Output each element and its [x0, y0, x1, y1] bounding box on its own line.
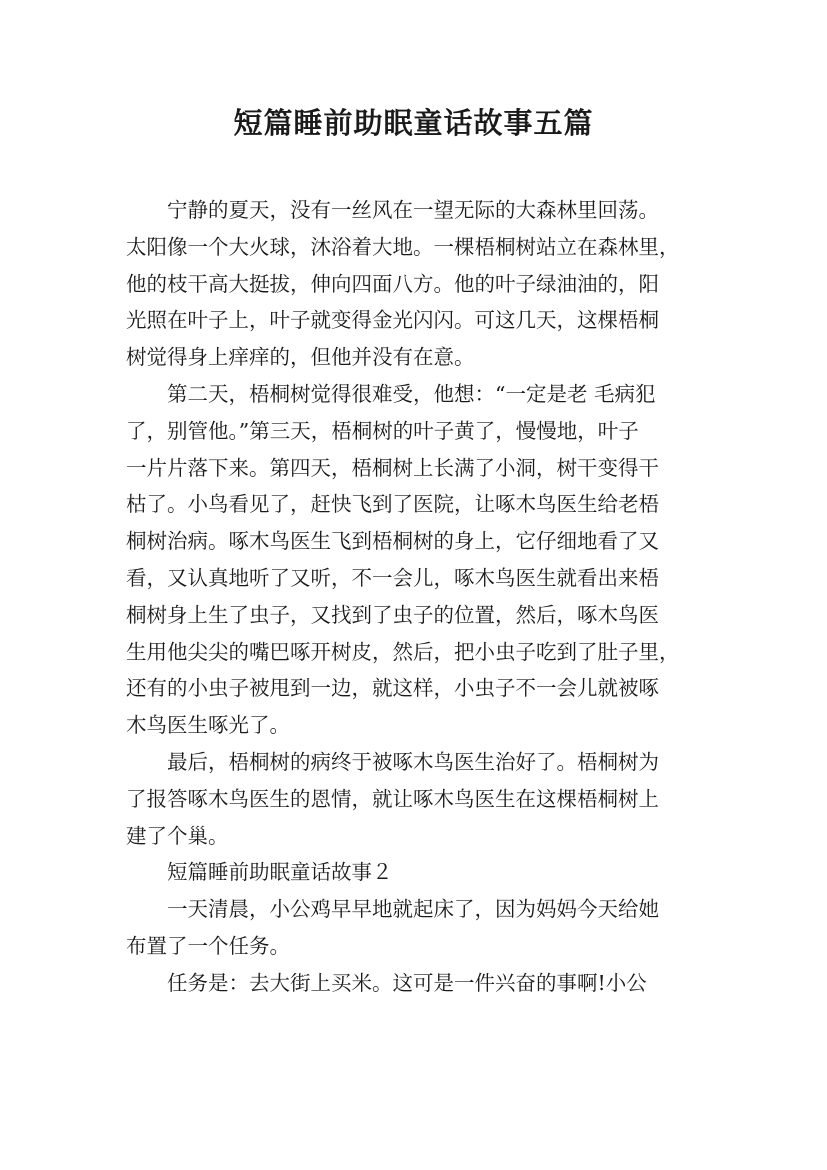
- text-line: 他的枝干高大挺拔，伸向四面八方。他的叶子绿油油的，阳: [126, 271, 659, 296]
- text-line: 一天清晨，小公鸡早早地就起床了，因为妈妈今天给她: [126, 897, 659, 922]
- text-line: 桐树身上生了虫子，又找到了虫子的位置，然后，啄木鸟医: [126, 602, 659, 627]
- text-line: 看，又认真地听了又听，不一会儿，啄木鸟医生就看出来梧: [126, 565, 659, 590]
- text-line: 桐树治病。啄木鸟医生飞到梧桐树的身上，它仔细地看了又: [126, 529, 659, 554]
- text-line: 了，别管他。”第三天，梧桐树的叶子黄了，慢慢地，叶子: [126, 418, 639, 443]
- text-line: 最后，梧桐树的病终于被啄木鸟医生治好了。梧桐树为: [126, 749, 659, 774]
- text-line: 太阳像一个大火球，沐浴着大地。一棵梧桐树站立在森林里，: [126, 234, 680, 259]
- text-line: 枯了。小鸟看见了，赶快飞到了医院，让啄木鸟医生给老梧: [126, 492, 659, 517]
- text-line: 光照在叶子上，叶子就变得金光闪闪。可这几天，这棵梧桐: [126, 308, 659, 333]
- text-line: 任务是：去大街上买米。这可是一件兴奋的事啊!小公: [126, 970, 647, 995]
- text-line: 第二天，梧桐树觉得很难受，他想：“一定是老 毛病犯: [126, 381, 656, 406]
- text-line: 树觉得身上痒痒的，但他并没有在意。: [126, 345, 475, 370]
- text-line: 布置了一个任务。: [126, 933, 290, 958]
- document-title: 短篇睡前助眠童话故事五篇: [233, 106, 594, 140]
- text-line: 建了个巢。: [126, 823, 229, 848]
- text-line: 宁静的夏天，没有一丝风在一望无际的大森林里回荡。: [126, 198, 659, 222]
- text-line: 了报答啄木鸟医生的恩情，就让啄木鸟医生在这棵梧桐树上: [126, 786, 659, 811]
- text-line: 木鸟医生啄光了。: [126, 713, 290, 738]
- text-line: 生用他尖尖的嘴巴啄开树皮，然后，把小虫子吃到了肚子里，: [126, 639, 680, 664]
- text-line: 一片片落下来。第四天，梧桐树上长满了小洞，树干变得干: [126, 455, 659, 480]
- document-body: [126, 192, 716, 1002]
- text-line: 还有的小虫子被甩到一边，就这样，小虫子不一会儿就被啄: [126, 676, 659, 701]
- section-heading: 短篇睡前助眠童话故事２: [126, 860, 393, 885]
